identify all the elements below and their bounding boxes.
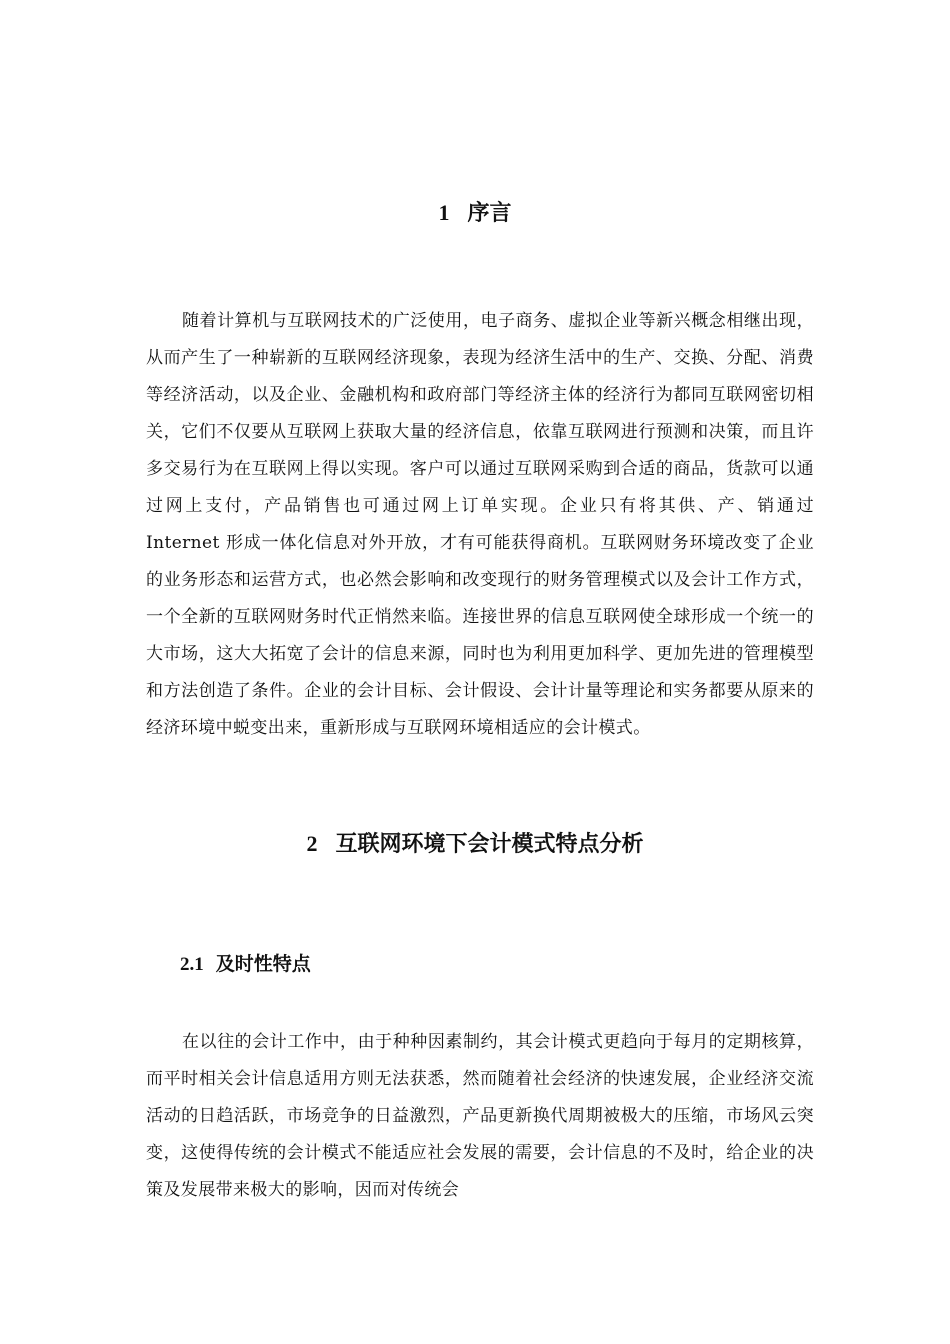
paragraph-timeliness: 在以往的会计工作中，由于种种因素制约，其会计模式更趋向于每月的定期核算，而平时相关会计信息适用方则无法获悉，然而随着社会经济的快速发展，企业经济交流活动的日趋活跃，市场竞争的日益激烈，产品更新换代周期被极大的压缩，市场风云突变，这使得传统的会计模式不能适应社会发展的需要，会计信息的不及时，给企业的决策及发展带来极大的影响，因而对传统会	[146, 1032, 814, 1200]
section-title-1: 序言	[467, 201, 512, 226]
subsection-heading-2-1	[180, 950, 311, 979]
subsection-number-2-1: 2.1	[180, 954, 204, 975]
section-title-2: 互联网环境下会计模式特点分析	[335, 832, 644, 857]
subsection-title-2-1: 及时性特点	[215, 953, 311, 975]
paragraph-preface: 随着计算机与互联网技术的广泛使用，电子商务、虚拟企业等新兴概念相继出现，从而产生了一种崭新的互联网经济现象，表现为经济生活中的生产、交换、分配、消费等经济活动，以及企业、金融机构和政府部门等经济主体的经济行为都同互联网密切相关，它们不仅要从互联网上获取大量的经济信息，依靠互联网进行预测和决策，而且许多交易行为在互联网上得以实现。客户可以通过互联网采购到合适的商品，货款可以通过网上支付，产品销售也可通过网上订单实现。企业只有将其供、产、销通过 Internet 形成一体化信息对外开放，才有可能获得商机。互联网财务环境改变了企业的业务形态和运营方式，也必然会影响和改变现行的财务管理模式以及会计工作方式，一个全新的互联网财务时代正悄然来临。连接世界的信息互联网使全球形成一个统一的大市场，这大大拓宽了会计的信息来源，同时也为利用更加科学、更加先进的管理模型和方法创造了条件。企业的会计目标、会计假设、会计计量等理论和实务都要从原来的经济环境中蜕变出来，重新形成与互联网环境相适应的会计模式。	[146, 311, 814, 738]
section-heading-1	[0, 198, 950, 229]
section-number-1: 1	[438, 200, 450, 225]
section-heading-2	[0, 829, 950, 860]
section-number-2: 2	[306, 831, 318, 856]
